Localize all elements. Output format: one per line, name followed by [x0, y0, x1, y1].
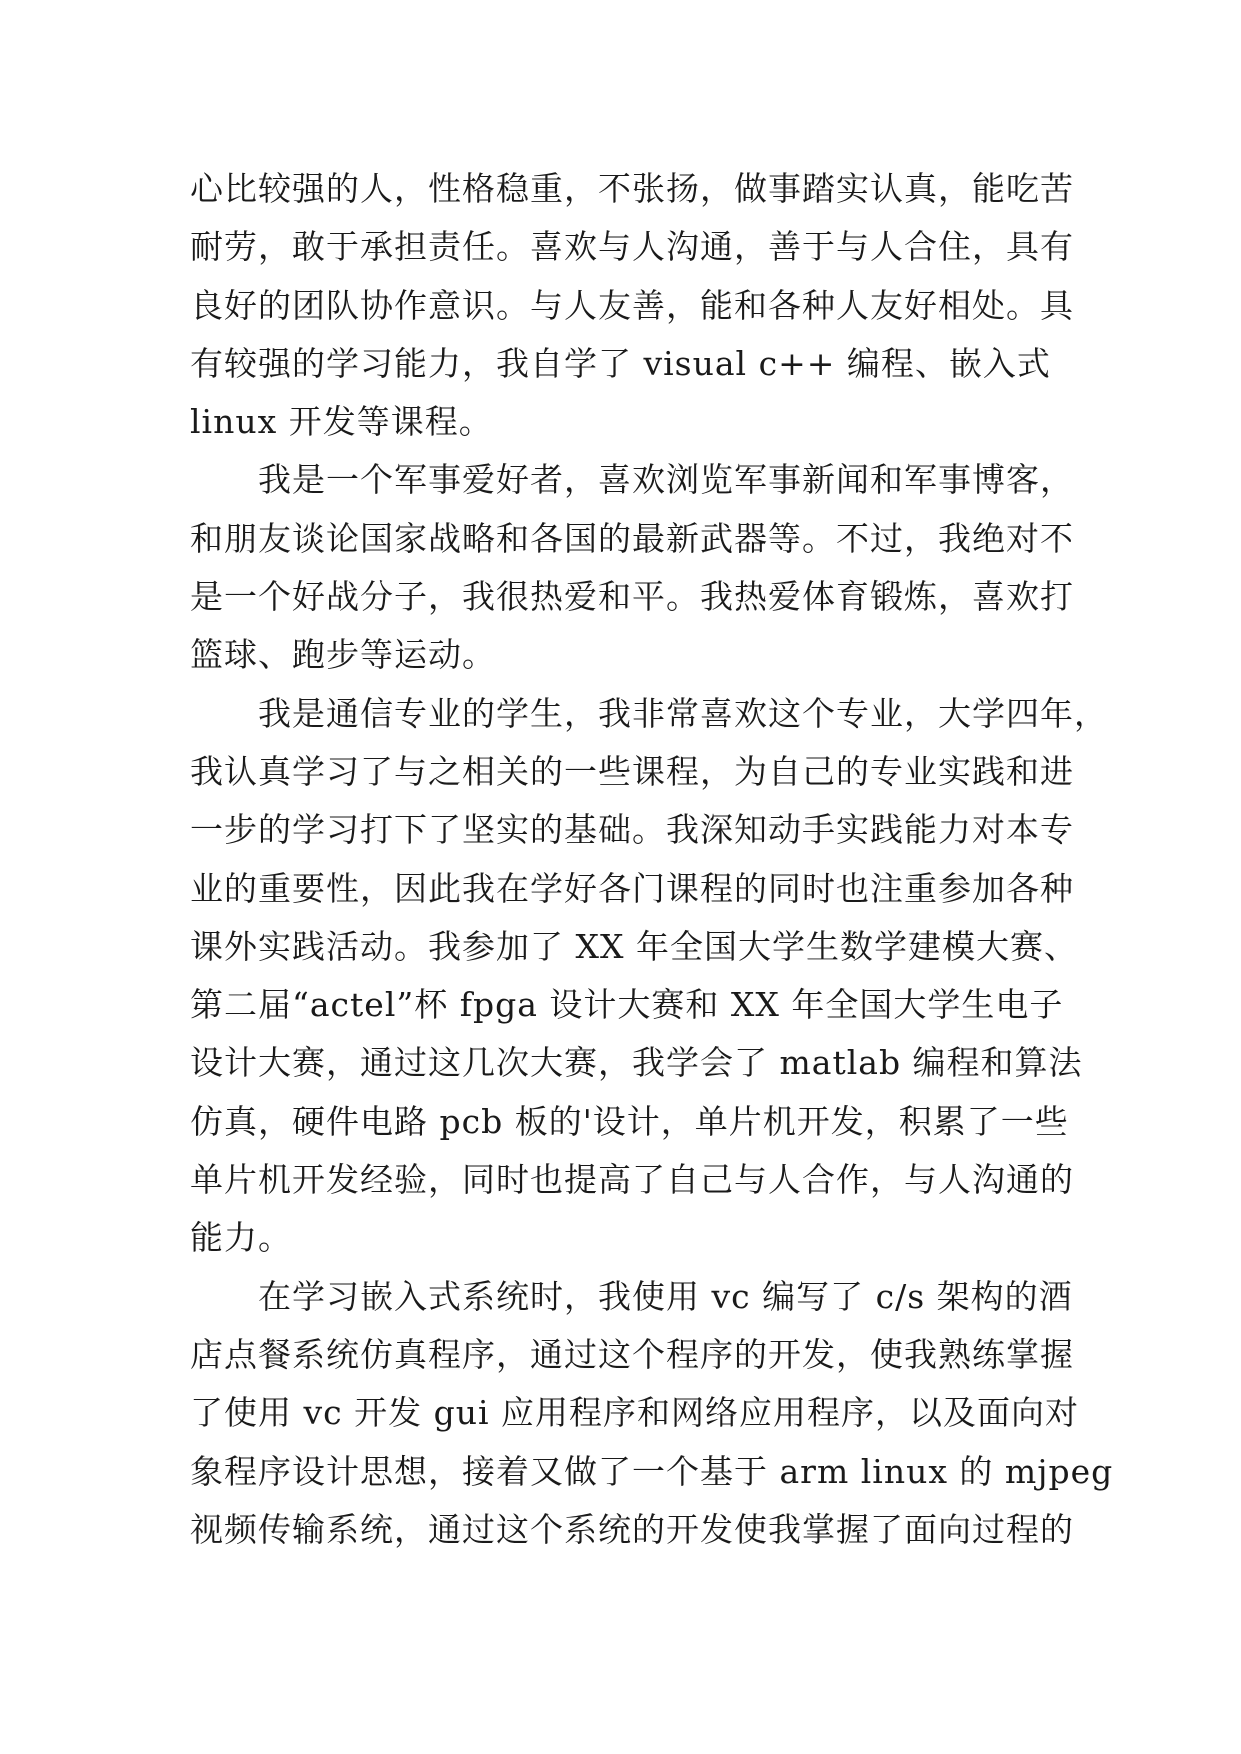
text-line: 象程序设计思想，接着又做了一个基于 arm linux 的 mjpeg [190, 1451, 1114, 1491]
text-line: 视频传输系统，通过这个系统的开发使我掌握了面向过程的 [190, 1509, 1074, 1549]
text-line: 店点餐系统仿真程序，通过这个程序的开发，使我熟练掌握 [190, 1334, 1074, 1374]
text-line: 良好的团队协作意识。与人友善，能和各种人友好相处。具 [190, 285, 1074, 325]
text-line: 我是一个军事爱好者，喜欢浏览军事新闻和军事博客， [258, 460, 1074, 500]
text-line: 单片机开发经验，同时也提高了自己与人合作，与人沟通的 [190, 1160, 1074, 1200]
text-line: 一步的学习打下了坚实的基础。我深知动手实践能力对本专 [190, 810, 1074, 850]
text-line: 课外实践活动。我参加了 XX 年全国大学生数学建模大赛、 [190, 926, 1078, 966]
text-line: 心比较强的人，性格稳重，不张扬，做事踏实认真，能吃苦 [190, 169, 1074, 208]
body-text [190, 160, 1114, 1559]
text-line: 耐劳，敢于承担责任。喜欢与人沟通，善于与人合住，具有 [190, 227, 1074, 267]
text-line: 设计大赛，通过这几次大赛，我学会了 matlab 编程和算法 [190, 1043, 1083, 1083]
text-line: 第二届“actel”杯 fpga 设计大赛和 XX 年全国大学生电子 [190, 985, 1064, 1025]
text-line: 有较强的学习能力，我自学了 visual c++ 编程、嵌入式 [190, 343, 1051, 383]
text-line: 业的重要性，因此我在学好各门课程的同时也注重参加各种 [190, 868, 1074, 908]
text-line: 和朋友谈论国家战略和各国的最新武器等。不过，我绝对不 [190, 518, 1074, 558]
text-line: 在学习嵌入式系统时，我使用 vc 编写了 c/s 架构的酒 [258, 1276, 1073, 1316]
text-line: 我认真学习了与之相关的一些课程，为自己的专业实践和进 [190, 751, 1074, 791]
text-line: 仿真，硬件电路 pcb 板的'设计，单片机开发，积累了一些 [190, 1101, 1069, 1141]
text-line: 我是通信专业的学生，我非常喜欢这个专业，大学四年， [258, 693, 1108, 733]
text-line: linux 开发等课程。 [190, 402, 493, 442]
text-line: 篮球、跑步等运动。 [190, 635, 496, 675]
text-line: 了使用 vc 开发 gui 应用程序和网络应用程序，以及面向对 [190, 1393, 1080, 1433]
text-line: 能力。 [190, 1218, 292, 1258]
text-line: 是一个好战分子，我很热爱和平。我热爱体育锻炼，喜欢打 [190, 577, 1074, 617]
